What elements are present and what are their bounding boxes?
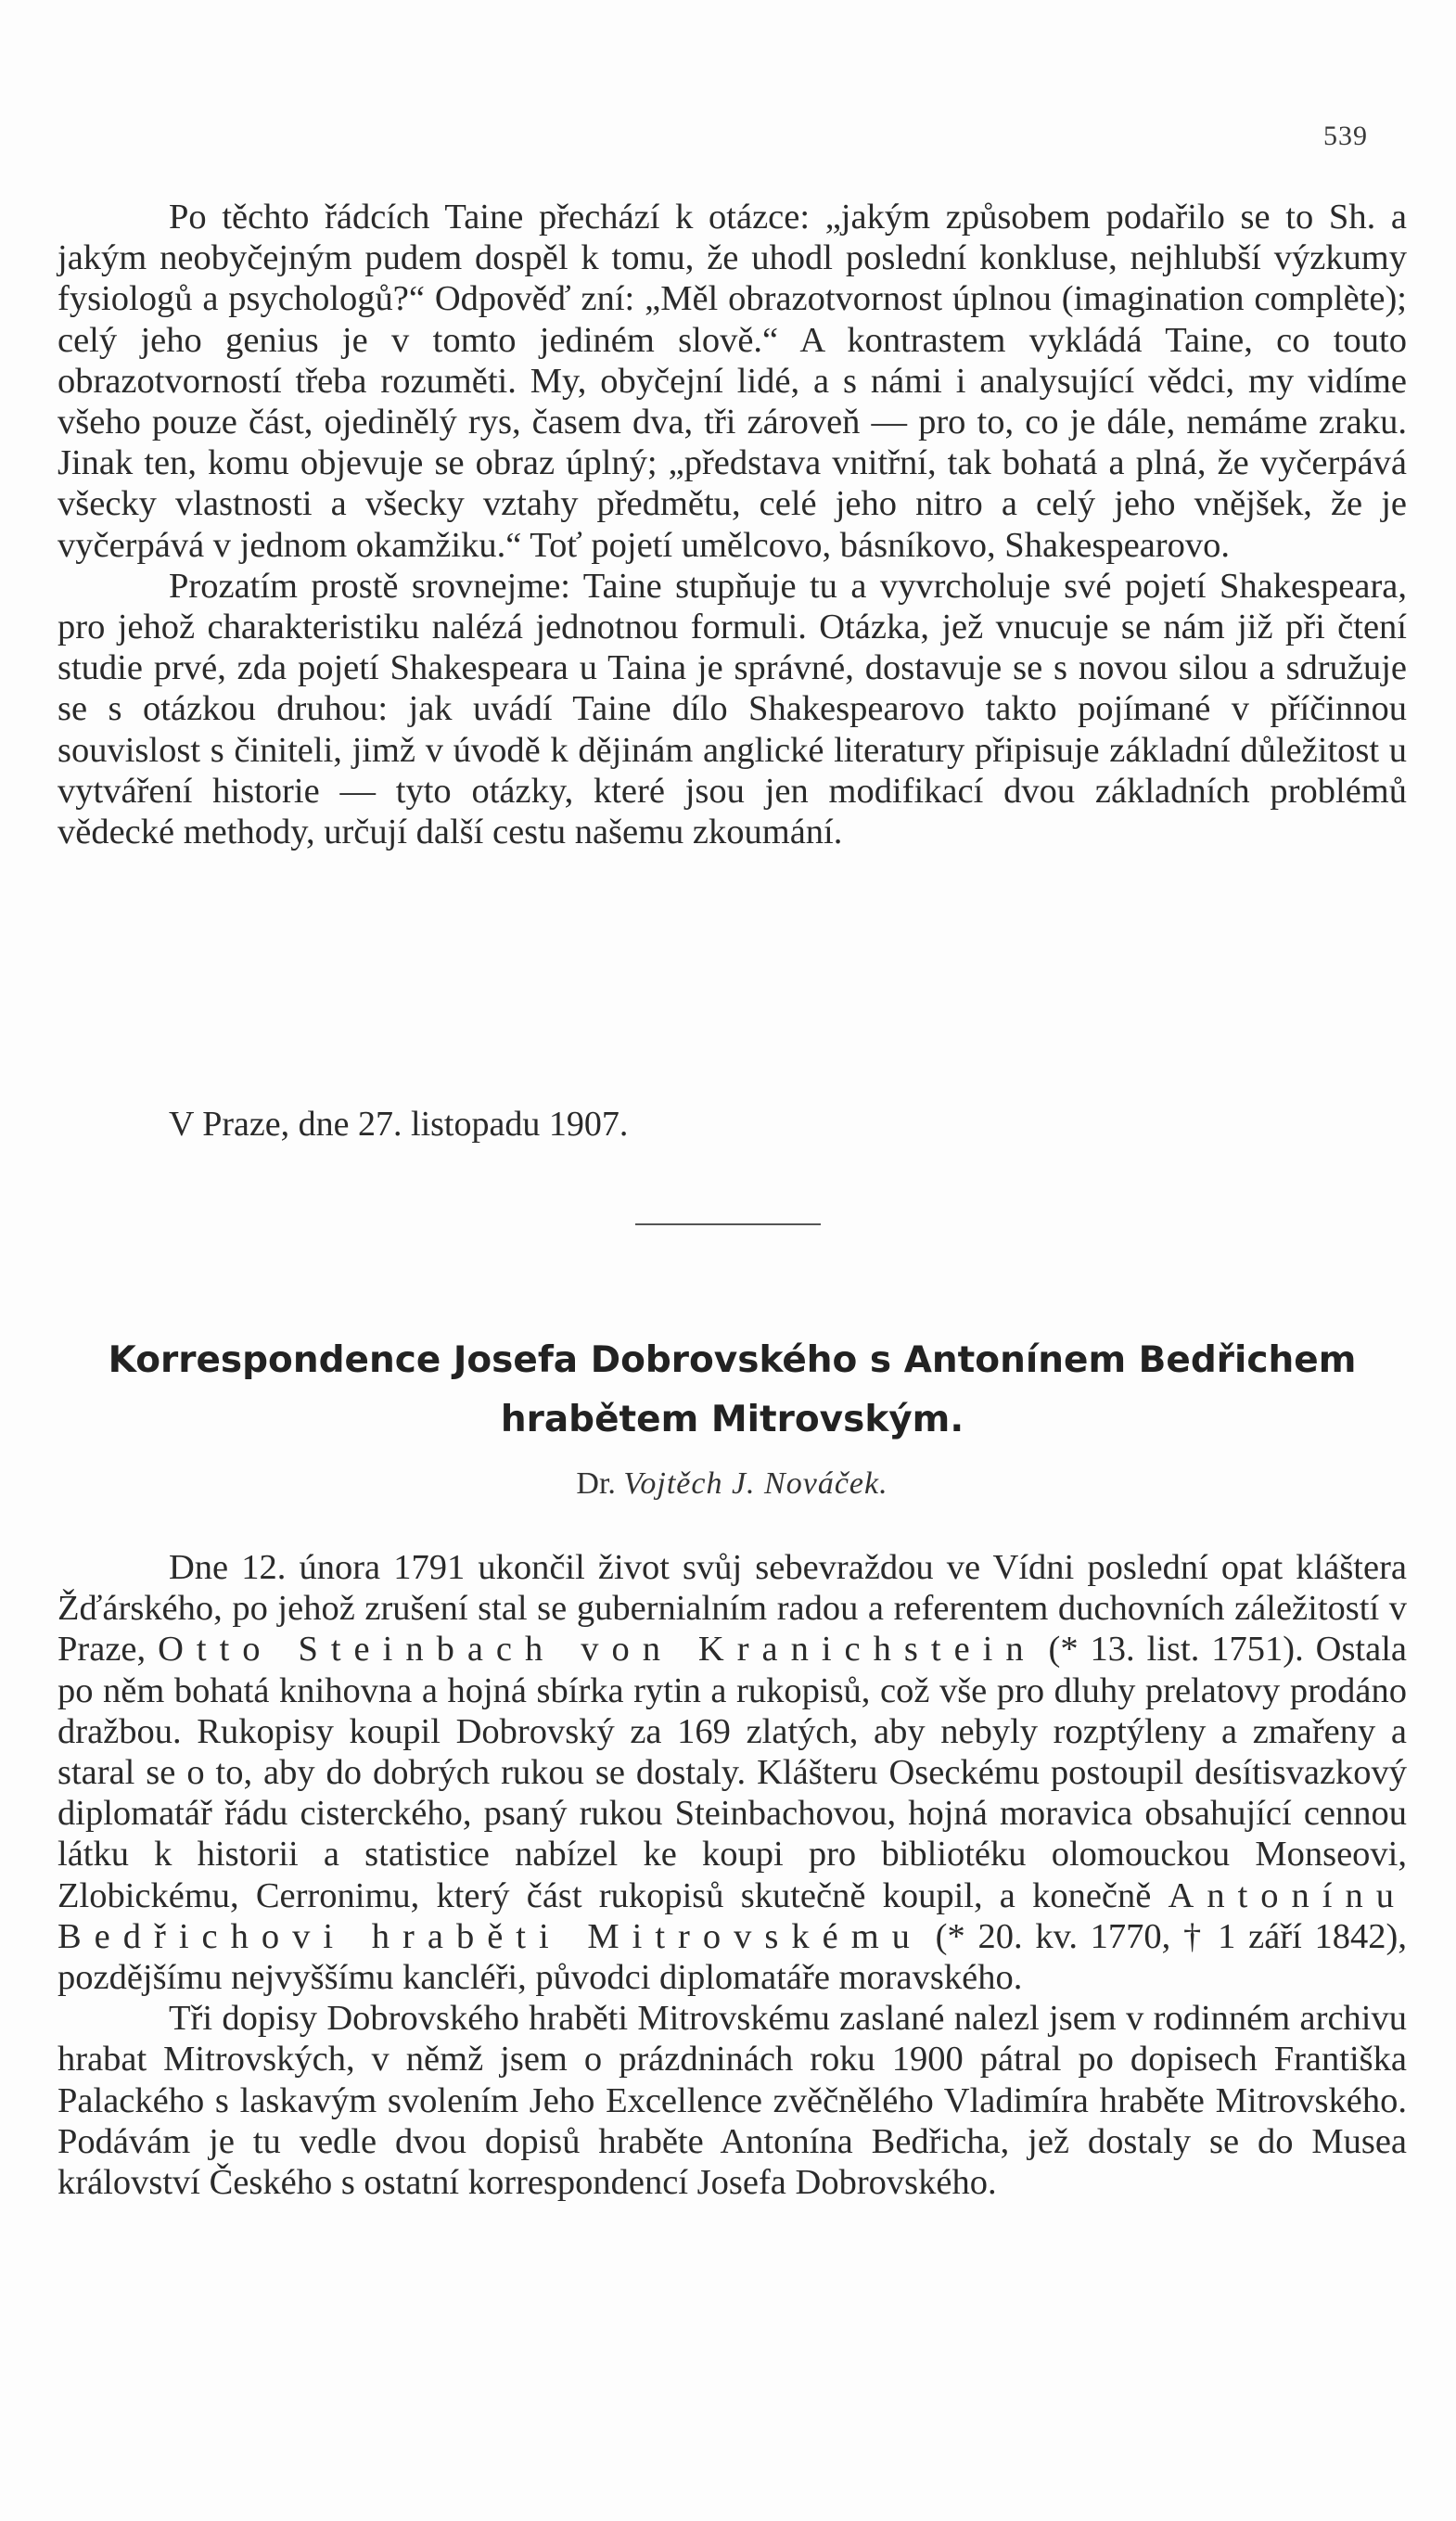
spaced-name: Antonínu Bedřichovi hraběti Mitrovskému [57, 1875, 1407, 1956]
paragraph: Po těchto řádcích Taine přechází k otázce: „jakým způsobem podařilo se to Sh. a jakým neobyčejným pudem dospěl k tomu, že uhodl poslední konkluse, nejhlubší výzkumy fysiologů a psychologů?“ Odpověď zní: „Měl obrazotvornost úplnou (imagination complète); celý jeho genius je v tomto jediném slově.“ A kontrastem vykládá Taine, co touto obrazotvorností třeba rozuměti. My, obyčejní lidé, a s námi i analysující vědci, my vidíme všeho pouze část, ojedinělý rys, časem dva, tři zároveň — pro to, co je dále, nemáme zraku. Jinak ten, komu objevuje se obraz úplný; „představa vnitřní, tak bohatá a plná, že vyčerpává všecky vlastnosti a všecky vztahy předmětu, celé jeho nitro a celý jeho vnějšek, že je vyčerpává v jednom okamžiku.“ Toť pojetí umělcovo, básníkovo, Shakespearovo. [57, 198, 1407, 565]
shakespeare-section [57, 197, 1407, 852]
author-name: Vojtěch J. Nováček. [623, 1466, 888, 1501]
author-prefix: Dr. [576, 1466, 616, 1501]
page-number: 539 [1323, 121, 1368, 151]
spaced-name: Otto Steinbach von Kranichstein [158, 1630, 1037, 1670]
paragraph-text: Dne 12. února 1791 ukončil život svůj sebevraždou ve Vídni poslední opat kláštera Žďárského, po jehož zrušení stal se gubernialním radou a referentem duchovních záležitostí v Praze, [57, 1548, 1407, 1670]
paragraph: Prozatím prostě srovnejme: Taine stupňuje tu a vyvrcholuje své pojetí Shakespeara, pro jehož charakteristiku nalézá jednotnou formuli. Otázka, jež vnucuje se nám již při čtení studie prvé, zda pojetí Shakespeara u Taina je správné, dostavuje se s novou silou a sdružuje se s otázkou druhou: jak uvádí Taine dílo Shakespearovo takto pojímané v příčinnou souvislost s činiteli, jimž v úvodě k dějinám anglické literatury připisuje základní důležitost u vytváření historie — tyto otázky, které jsou jen modifikací dvou základních problémů vědecké methody, určují další cestu našemu zkoumání. [57, 566, 1407, 852]
section-divider [635, 1223, 821, 1225]
place-and-date: V Praze, dne 27. listopadu 1907. [169, 1105, 629, 1144]
article-title-line: Korrespondence Josefa Dobrovského s Antonínem Bedřichem [108, 1339, 1357, 1381]
paragraph-text: (* 13. list. 1751). Ostala po něm bohatá knihovna a hojná sbírka rytin a rukopisů, což vše pro dluhy prelatovy prodáno dražbou. Rukopisy koupil Dobrovský za 169 zlatých, aby nebyly rozptýleny a zmařeny a staral se o to, aby do dobrých rukou se dostaly. Klášteru Oseckému postoupil desítisvazkový diplomatář řádu cisterckého, psaný rukou Steinbachovou, hojná moravica obsahující cennou látku k historii a statistice nabízel ke koupi pro bibliotéku olomouckou Monseovi, Zlobickému, Cerronimu, který část rukopisů skutečně koupil, a konečně [57, 1630, 1407, 1915]
article-title [57, 1331, 1407, 1450]
paragraph [57, 1547, 1407, 1998]
article-title-line: hrabětem Mitrovským. [500, 1399, 964, 1440]
paragraph-text: (* 20. kv. 1770, † 1 září 1842), pozdějšímu nejvyššímu kancléři, původci diplomatáře moravského. [57, 1916, 1408, 1998]
paragraph: Tři dopisy Dobrovského hraběti Mitrovskému zaslané nalezl jsem v rodinném archivu hrabat Mitrovských, v němž jsem o prázdninách roku 1900 pátral po dopisech Františka Palackého s laskavým svolením Jeho Excellence zvěčnělého Vladimíra hraběte Mitrovského. Podávám je tu vedle dvou dopisů hraběte Antonína Bedřicha, jež dostaly se do Musea království Českého s ostatní korrespondencí Josefa Dobrovského. [57, 1999, 1407, 2203]
correspondence-section [57, 1547, 1407, 2203]
article-author [57, 1465, 1407, 1503]
